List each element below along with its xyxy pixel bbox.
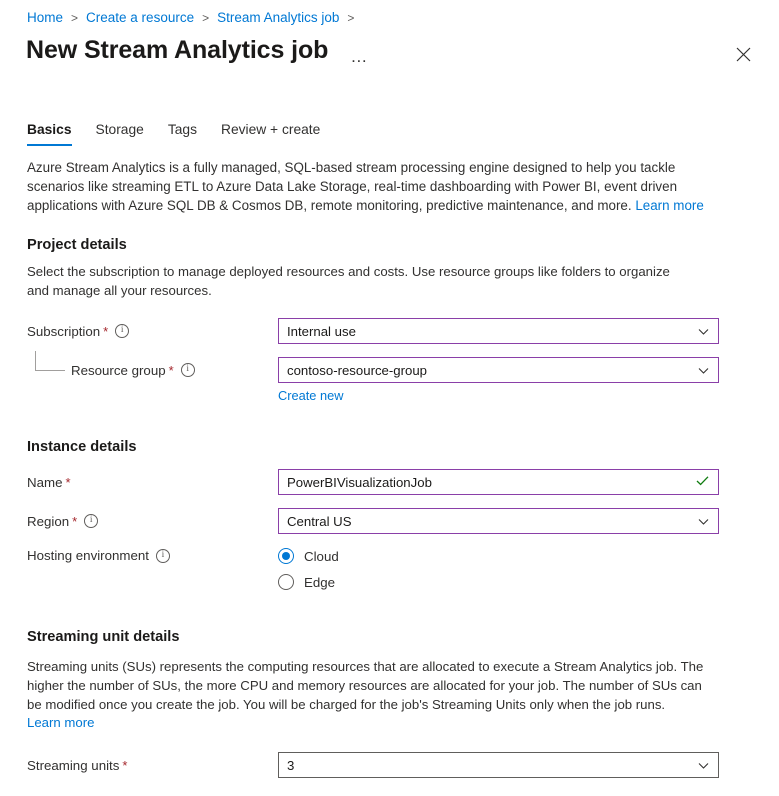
section-heading-streaming-unit-details: Streaming unit details	[27, 629, 180, 645]
subscription-value: Internal use	[287, 323, 356, 339]
region-select[interactable]	[278, 508, 719, 534]
section-heading-instance-details: Instance details	[27, 439, 137, 455]
breadcrumb-item-create-a-resource[interactable]: Create a resource	[86, 10, 195, 25]
info-icon[interactable]: i	[181, 363, 195, 377]
breadcrumb-separator: >	[71, 10, 79, 25]
more-options-button[interactable]: …	[350, 47, 368, 66]
intro-description	[27, 158, 717, 215]
radio-option-edge[interactable]	[278, 574, 719, 590]
close-icon[interactable]	[729, 40, 757, 68]
field-subscription	[27, 318, 757, 344]
breadcrumb-separator: >	[202, 10, 210, 25]
info-icon[interactable]: i	[156, 549, 170, 563]
label-region	[27, 514, 278, 529]
control-resource-group	[278, 357, 719, 383]
breadcrumb-item-home[interactable]: Home	[27, 10, 64, 25]
label-name-text: Name	[27, 474, 63, 490]
intro-learn-more-link[interactable]: Learn more	[635, 198, 704, 213]
valid-check-icon	[696, 475, 709, 490]
control-hosting-environment	[278, 548, 719, 590]
info-icon[interactable]: i	[115, 324, 129, 338]
field-name	[27, 469, 757, 495]
radio-button-edge[interactable]	[278, 574, 294, 590]
control-region	[278, 508, 719, 534]
field-streaming-units	[27, 752, 757, 778]
tab-storage[interactable]: Storage	[95, 122, 144, 137]
label-name	[27, 475, 278, 490]
create-new-resource-group-link[interactable]: Create new	[278, 388, 344, 403]
tab-basics[interactable]: Basics	[27, 118, 84, 146]
streaming-units-value: 3	[287, 757, 295, 773]
tab-tags[interactable]: Tags	[167, 122, 197, 137]
breadcrumb-separator: >	[347, 10, 355, 25]
subscription-select[interactable]	[278, 318, 719, 344]
required-marker: *	[122, 757, 128, 773]
chevron-down-icon	[698, 324, 709, 339]
label-region-text: Region	[27, 513, 70, 529]
radio-option-cloud[interactable]	[278, 548, 719, 564]
control-streaming-units	[278, 752, 719, 778]
hosting-environment-radio-group	[278, 548, 719, 590]
chevron-down-icon	[698, 758, 709, 773]
region-value: Central US	[287, 513, 352, 529]
field-region	[27, 508, 757, 534]
spacer	[27, 417, 757, 439]
radio-label-edge: Edge	[304, 574, 336, 590]
name-input[interactable]	[278, 469, 719, 495]
control-subscription	[278, 318, 719, 344]
label-hosting-environment-text: Hosting environment	[27, 548, 149, 563]
required-marker: *	[72, 513, 78, 529]
label-subscription-text: Subscription	[27, 323, 101, 339]
control-name	[278, 469, 719, 495]
label-hosting-environment	[27, 548, 278, 563]
label-streaming-units-text: Streaming units	[27, 757, 120, 773]
label-subscription	[27, 324, 278, 339]
section-heading-project-details: Project details	[27, 237, 127, 253]
radio-button-cloud[interactable]	[278, 548, 294, 564]
tab-review-create[interactable]: Review + create	[220, 122, 321, 137]
resource-group-select[interactable]	[278, 357, 719, 383]
breadcrumb	[27, 10, 362, 25]
label-streaming-units	[27, 758, 278, 773]
streaming-unit-description: Streaming units (SUs) represents the computing resources that are allocated to execute a Stream Analytics job. The higher the number of SUs, the more CPU and memory resources are allocated for your job. The number of SUs can be modified once you create the job. You will be charged for the job's Streaming Units only when the job runs.	[27, 659, 704, 712]
breadcrumb-item-stream-analytics-job[interactable]: Stream Analytics job	[217, 10, 340, 25]
resource-group-value: contoso-resource-group	[287, 362, 428, 378]
section-description-project-details: Select the subscription to manage deployed resources and costs. Use resource groups like folders to organize and manage all your resources.	[27, 264, 670, 298]
chevron-down-icon	[698, 514, 709, 529]
label-resource-group-text: Resource group	[71, 362, 166, 378]
page-header	[26, 34, 759, 67]
tree-connector	[35, 351, 65, 371]
chevron-down-icon	[698, 363, 709, 378]
form-body	[27, 158, 757, 791]
required-marker: *	[168, 362, 174, 378]
intro-text: Azure Stream Analytics is a fully managed, SQL-based stream processing engine designed to help you tackle scenarios like streaming ETL to Azure Data Lake Storage, real-time dashboarding with Power BI, event driven applications with Azure SQL DB & Cosmos DB, remote monitoring, predictive maintenance, and more.	[27, 160, 678, 213]
required-marker: *	[103, 323, 109, 339]
page-title: New Stream Analytics job	[26, 36, 329, 64]
name-value: PowerBIVisualizationJob	[287, 474, 432, 490]
field-resource-group	[27, 357, 757, 383]
field-hosting-environment	[27, 548, 757, 590]
info-icon[interactable]: i	[84, 514, 98, 528]
radio-label-cloud: Cloud	[304, 548, 339, 564]
spacer	[27, 603, 757, 629]
streaming-units-select[interactable]	[278, 752, 719, 778]
required-marker: *	[65, 474, 71, 490]
tab-bar	[27, 118, 332, 146]
streaming-unit-learn-more-link[interactable]: Learn more	[27, 715, 95, 730]
